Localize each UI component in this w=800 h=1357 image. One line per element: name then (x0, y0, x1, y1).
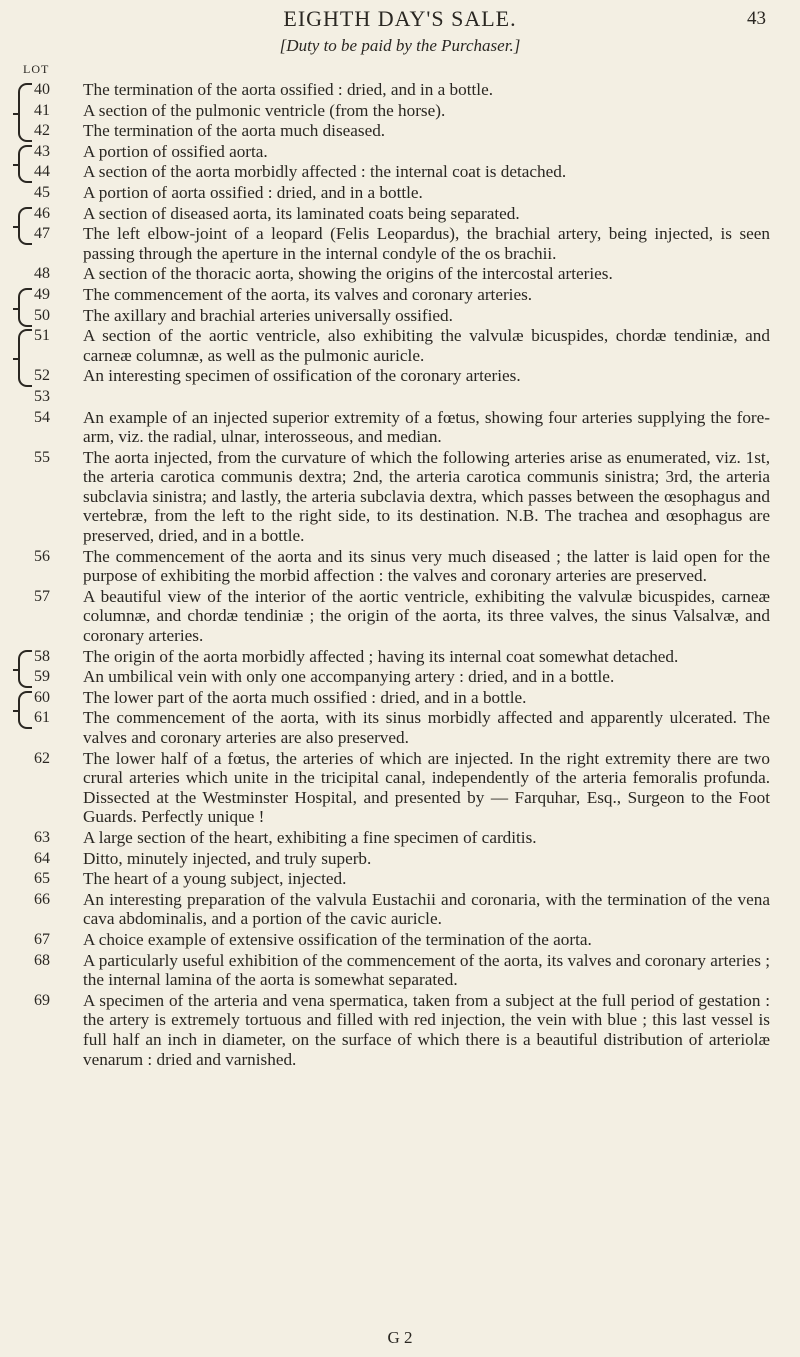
running-head (0, 6, 800, 36)
lot-description: A section of the aortic ventricle, also exhibiting the valvulæ bicuspides, chordæ tendiniæ, and carneæ columnæ, as well as the pulmonic auricle. (83, 326, 770, 365)
lot-group-brace (18, 83, 32, 142)
lot-entry (0, 162, 800, 182)
lot-number: 53 (34, 387, 50, 405)
lot-entry (0, 869, 800, 889)
lot-number: 46 (34, 204, 50, 222)
lot-list (0, 80, 800, 1070)
lot-description: The aorta injected, from the curvature of which the following arteries arise as enumerated, viz. 1st, the arteria carotica communis dextra; 2nd, the arteria carotica communis sinistra; 3rd, the arteria subclavia sinistra; and lastly, the arteria subclavia dextra, which passes between the œsophagus and vertebræ, from the left to the right side, to its destination. N.B. The trachea and œsophagus are preserved, dried, and in a bottle. (83, 447, 770, 546)
lot-description: A particularly useful exhibition of the commencement of the aorta, its valves and coronary arteries ; the internal lamina of the aorta is somewhat separated. (83, 950, 770, 990)
lot-entry (0, 849, 800, 869)
lot-number: 55 (34, 448, 50, 466)
lot-entry (0, 80, 800, 100)
lot-number: 48 (34, 265, 50, 283)
lot-description: A choice example of extensive ossification of the termination of the aorta. (83, 929, 592, 949)
lot-group-brace (18, 288, 32, 327)
lot-number: 47 (34, 225, 50, 243)
lot-group-brace (18, 691, 32, 729)
lot-entry (0, 387, 800, 407)
lot-description: The commencement of the aorta and its sinus very much diseased ; the latter is laid open for the purpose of exhibiting the morbid affection : the valves and coronary arteries are preserved. (83, 546, 770, 586)
lot-description: A section of the thoracic aorta, showing the origins of the intercostal arteries. (83, 264, 613, 284)
lot-entry (0, 991, 800, 1069)
lot-entry (0, 306, 800, 326)
lot-entry (0, 828, 800, 848)
lot-entry (0, 264, 800, 284)
lot-description: A portion of aorta ossified : dried, and in a bottle. (83, 182, 423, 202)
lot-entry (0, 890, 800, 929)
signature-mark: G 2 (387, 1328, 413, 1347)
lot-description: A specimen of the arteria and vena spermatica, taken from a subject at the full period of gestation : the artery is extremely tortuous and filled with red injection, the vein with blue ; this last vessel is full half an inch in diameter, on the surface of which there is a beautiful distribution of arteriolæ venarum : dried and varnished. (83, 990, 770, 1069)
lot-description: An interesting preparation of the valvula Eustachii and coronaria, with the termination of the vena cava abdominalis, and a portion of the cavic auricle. (83, 889, 770, 929)
lot-number: 64 (34, 849, 50, 867)
lot-description: The lower part of the aorta much ossified : dried, and in a bottle. (83, 687, 527, 707)
page-number: 43 (747, 8, 766, 29)
lot-number: 40 (34, 81, 50, 98)
duty-note: [Duty to be paid by the Purchaser.] (279, 36, 521, 55)
lot-entry (0, 204, 800, 224)
lot-number: 42 (34, 122, 50, 140)
lot-description: A section of the aorta morbidly affected : the internal coat is detached. (83, 162, 567, 182)
lot-number: 57 (34, 587, 50, 605)
lot-group-brace (18, 329, 32, 387)
lot-entry (0, 647, 800, 667)
lot-number: 69 (34, 991, 50, 1009)
lot-description: A section of the pulmonic ventricle (from the horse). (83, 100, 446, 120)
lot-number: 50 (34, 306, 50, 324)
lot-description: The heart of a young subject, injected. (83, 869, 347, 889)
lot-description: A large section of the heart, exhibiting a fine specimen of carditis. (83, 827, 537, 847)
lot-description: Ditto, minutely injected, and truly superb. (83, 848, 372, 868)
lot-number: 65 (34, 870, 50, 888)
lot-description: The commencement of the aorta, with its sinus morbidly affected and apparently ulcerated. The valves and coronary arteries are also preserved. (83, 708, 770, 747)
lot-entry (0, 285, 800, 305)
lot-description: The termination of the aorta ossified : dried, and in a bottle. (83, 80, 493, 99)
lot-number: 66 (34, 890, 50, 908)
lot-number: 54 (34, 408, 50, 426)
lot-entry (0, 326, 800, 365)
lot-number: 43 (34, 142, 50, 160)
lot-description: The axillary and brachial arteries universally ossified. (83, 305, 453, 325)
lot-group-brace (18, 650, 32, 688)
lot-number: 61 (34, 709, 50, 727)
page-title: EIGHTH DAY'S SALE. (283, 6, 517, 31)
lot-description: The left elbow-joint of a leopard (Felis Leopardus), the brachial artery, being injected, is seen passing through the aperture in the internal condyle of the os brachii. (83, 224, 770, 263)
lot-column-heading: LOT (23, 62, 50, 76)
lot-number: 62 (34, 749, 50, 767)
lot-number: 51 (34, 327, 50, 345)
lot-entry (0, 366, 800, 386)
lot-number: 68 (34, 951, 50, 969)
lot-number: 49 (34, 285, 50, 303)
lot-entry (0, 667, 800, 687)
lot-entry (0, 121, 800, 141)
lot-number: 41 (34, 101, 50, 119)
lot-entry (0, 224, 800, 263)
lot-description: The lower half of a fœtus, the arteries of which are injected. In the right extremity there are two crural arteries which unite in the tricipital canal, independently of the arteria femoralis profunda. Dissected at the Westminster Hospital, and presented by — Farquhar, Esq., Surgeon to the Foot Guards. Perfectly unique ! (83, 748, 770, 827)
lot-entry (0, 688, 800, 708)
lot-number: 52 (34, 367, 50, 385)
lot-entry (0, 142, 800, 162)
lot-number: 58 (34, 647, 50, 665)
lot-entry (0, 951, 800, 990)
lot-group-brace (18, 207, 32, 245)
lot-number: 45 (34, 183, 50, 201)
lot-entry (0, 547, 800, 586)
lot-entry (0, 930, 800, 950)
lot-entry (0, 408, 800, 447)
lot-number: 67 (34, 930, 50, 948)
lot-description: An example of an injected superior extremity of a fœtus, showing four arteries supplying the fore-arm, viz. the radial, ulnar, interosseous, and median. (83, 407, 770, 447)
lot-entry (0, 101, 800, 121)
lot-number: 56 (34, 547, 50, 565)
lot-description: An interesting specimen of ossification of the coronary arteries. (83, 366, 521, 386)
lot-entry (0, 749, 800, 827)
lot-entry (0, 448, 800, 546)
lot-description: A beautiful view of the interior of the aortic ventricle, exhibiting the valvulæ bicuspides, carneæ columnæ, and chordæ tendiniæ ; the origin of the aorta, its three valves, the sinus Valsalvæ, and coronary arteries. (83, 586, 770, 646)
lot-number: 60 (34, 688, 50, 706)
lot-number: 63 (34, 828, 50, 846)
lot-number: 44 (34, 163, 50, 181)
lot-description: A portion of ossified aorta. (83, 141, 268, 161)
lot-description: An umbilical vein with only one accompanying artery : dried, and in a bottle. (83, 667, 615, 687)
lot-description: A section of diseased aorta, its laminated coats being separated. (83, 203, 520, 223)
lot-entry (0, 183, 800, 203)
lot-description: The termination of the aorta much diseased. (83, 121, 386, 141)
lot-description: The origin of the aorta morbidly affected ; having its internal coat somewhat detached. (83, 646, 679, 666)
lot-entry (0, 708, 800, 747)
lot-description: The commencement of the aorta, its valves and coronary arteries. (83, 284, 533, 304)
lot-entry (0, 587, 800, 646)
lot-group-brace (18, 145, 32, 183)
lot-number: 59 (34, 668, 50, 686)
